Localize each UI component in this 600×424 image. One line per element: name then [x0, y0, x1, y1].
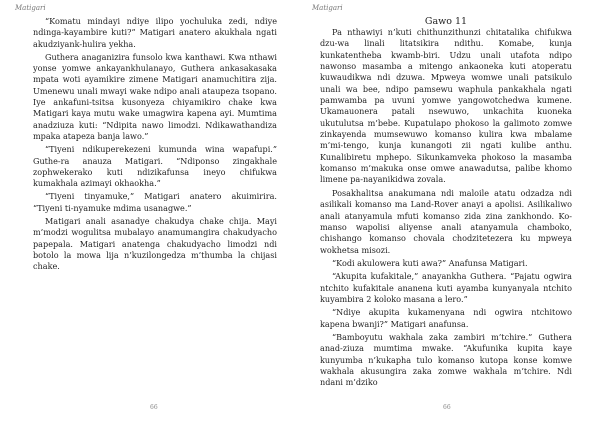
right-paragraph-4: “Akupita kufakitale,” anayankha Guthera. “Pajatu ogwira ntchito kufakitale ananena kuti ayamba kunyanyala ntchito kuyambira 2 koloko masana a lero.” [320, 271, 572, 304]
left-page-body [33, 16, 277, 274]
left-running-head: Matigari [15, 4, 46, 12]
left-paragraph-2: Guthera anaganizira funsolo kwa kanthawi. Kwa nthawi yonse yomwe ankayankhulanayo, Guthera ankasakasaka mpata woti ayamikire zimene Matigari anamuchitira zija. Umenewu unali mwayi wake ndipo anali ataupeza tsopano. Iye ankafuni-tsitsa kusonyeza chiyamikiro chake kwa Matigari kaya mutu wake umagwira kapena ayi. Mumtima anadziuza kuti: “Ndipita nawo limodzi. Ndikawathandiza mpaka atapeza banja lawo.” [33, 51, 277, 141]
right-running-head: Matigari [312, 4, 343, 12]
right-page [300, 0, 600, 424]
left-paragraph-1: “Komatu mindayi ndiye ilipo yochuluka zedi, ndiye ndinga-kayambire kuti?” Matigari anatero akukhala ngati akudziyank-hulira yekha. [33, 16, 277, 49]
right-paragraph-3: “Kodi akulowera kuti awa?” Anafunsa Matigari. [332, 257, 528, 268]
right-paragraph-2: Posakhalitsa anakumana ndi maloile atatu odzadza ndi asilikali komanso ma Land-Rover anayi a apolisi. Asilikaliwo anali atanyamula mfuti komanso zida zina zankhondo. Ko-manso wapolisi aliyense anali atanyamula chamboko, chishango komanso chovala chodzitetezera ku mpweya wokhetsa misozi. [320, 187, 572, 255]
left-paragraph-3: “Tiyeni ndikuperekezeni kumunda wina wapafupi.” Guthe-ra anauza Matigari. “Ndiponso zingakhale zophwekerako kuti ndizikafunsa ineyo chifukwa kumakhala azimayi okhaokha.” [33, 144, 277, 189]
right-page-body [320, 27, 572, 390]
right-paragraph-6: “Bamboyutu wakhala zaka zambiri m’tchire.” Guthera anad-ziuza mumtima mwake. “Akufunika kupita kaye kunyumba n’kukapha tulo komanso kutopa konse komwe wakhala akusungira zaka zomwe wakhala m’tchire. Ndi ndani m’dziko [320, 331, 572, 388]
left-paragraph-5: Matigari anali asanadye chakudya chake chija. Mayi m’modzi wogulitsa mubalayo anamumangira chakudyacho papepala. Matigari anatenga chakudyacho limodzi ndi botolo la mowa lija n’kuzilongedza m’thumba la chijasi chake. [33, 215, 277, 272]
right-page-number: 66 [443, 404, 451, 411]
right-paragraph-5: “Ndiye akupita kukamenyana ndi ogwira ntchitowo kapena bwanji?” Matigari anafunsa. [320, 307, 572, 329]
left-paragraph-4: “Tiyeni tinyamuke,” Matigari anatero akuimirira. “Tiyeni ti-nyamuke mdima usanagwe.” [33, 191, 277, 213]
right-paragraph-1: Pa nthawiyi n’kuti chithunzithunzi chitatalika chifukwa dzu-wa linali litatsikira ndithu. Komabe, kunja kunkatentheba kwamb-biri. Udzu unali utafota ndipo nawonso masamba a mitengo ankaoneka kuti atoperatu kuwaudikwa ndi dzuwa. Mpweya womwe unali patsikulo unali wa bee, ndipo pamsewu waphula pankakhala ngati pamwamba pa uvuni yomwe yangowotchedwa kumene. Ukamauonera patali nsewuwo, unkachita kuoneka ukutulutsa m’bebe. Kupatulapo phokoso la galimoto zomwe zinkayenda mumsewuwo komanso kulira kwa mbalame m’mi-tengo, kunja kunangoti zii ngati kulibe anthu. Kunalibiretu mphepo. Sikunkamveka phokoso la masamba komanso m’makuka onse omwe anawadutsa, palibe khomo limene pa-nayanikidwa zovala. [320, 27, 572, 185]
left-page-number: 66 [150, 404, 158, 411]
chapter-title: Gawo 11 [424, 16, 468, 27]
